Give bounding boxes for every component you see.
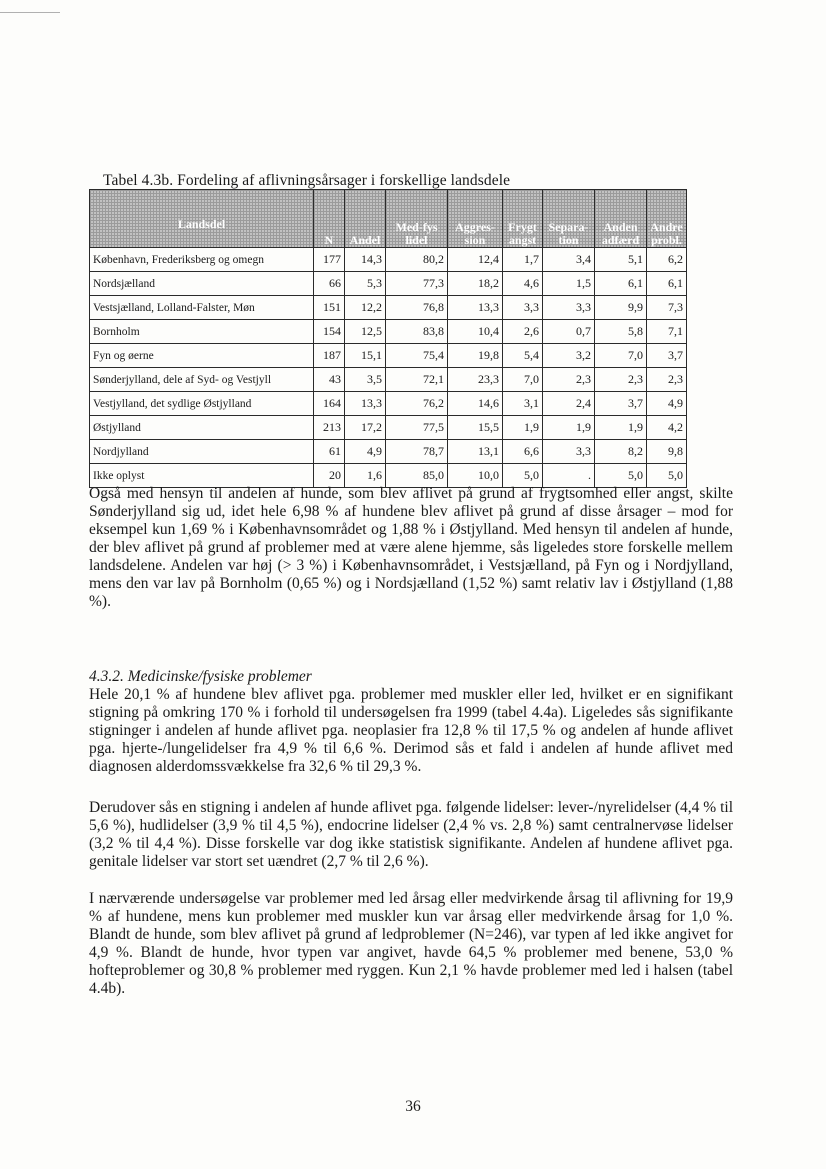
value-cell: 5,3 — [345, 272, 386, 296]
table-header-row — [90, 190, 687, 248]
value-cell: 151 — [314, 296, 345, 320]
value-cell: 5,0 — [503, 464, 543, 488]
value-cell: 2,3 — [647, 368, 687, 392]
region-cell: Vestsjælland, Lolland-Falster, Møn — [90, 296, 314, 320]
value-cell: 4,9 — [647, 392, 687, 416]
header-anden-adfaerd: Anden adfærd — [595, 190, 647, 248]
header-n: N — [314, 190, 345, 248]
value-cell: 213 — [314, 416, 345, 440]
value-cell: 6,2 — [647, 248, 687, 272]
value-cell: 4,6 — [503, 272, 543, 296]
page-number: 36 — [405, 1098, 421, 1115]
value-cell: 1,9 — [503, 416, 543, 440]
value-cell: . — [543, 464, 595, 488]
header-aggression: Aggres- sion — [448, 190, 503, 248]
value-cell: 23,3 — [448, 368, 503, 392]
value-cell: 66 — [314, 272, 345, 296]
value-cell: 18,2 — [448, 272, 503, 296]
value-cell: 0,7 — [543, 320, 595, 344]
value-cell: 15,5 — [448, 416, 503, 440]
value-cell: 1,5 — [543, 272, 595, 296]
value-cell: 5,0 — [595, 464, 647, 488]
landsdele-table — [89, 189, 687, 488]
value-cell: 85,0 — [386, 464, 448, 488]
value-cell: 7,0 — [503, 368, 543, 392]
header-med-fys: Med-fys lidel — [386, 190, 448, 248]
value-cell: 15,1 — [345, 344, 386, 368]
table-row — [90, 464, 687, 488]
value-cell: 154 — [314, 320, 345, 344]
value-cell: 8,2 — [595, 440, 647, 464]
value-cell: 2,4 — [543, 392, 595, 416]
table-row — [90, 416, 687, 440]
value-cell: 78,7 — [386, 440, 448, 464]
value-cell: 1,9 — [595, 416, 647, 440]
table-row — [90, 272, 687, 296]
value-cell: 72,1 — [386, 368, 448, 392]
header-landsdel: Landsdel — [90, 190, 314, 248]
value-cell: 3,7 — [647, 344, 687, 368]
value-cell: 5,1 — [595, 248, 647, 272]
region-cell: Sønderjylland, dele af Syd- og Vestjyll — [90, 368, 314, 392]
value-cell: 9,9 — [595, 296, 647, 320]
paragraph-ledproblemer: I nærværende undersøgelse var problemer med led årsag eller medvirkende årsag til aflivning for 19,9 % af hundene, mens kun problemer med muskler kun var årsag eller medvirkende årsag for 1,0 %. Blandt de hunde, som blev aflivet på grund af ledproblemer (N=246), var typen af led ikke angivet for 4,9 %. Blandt de hunde, hvor typen var angivet, havde 64,5 % problemer med benene, 53,0 % hofteproblemer og 30,8 % problemer med ryggen. Kun 2,1 % havde problemer med led i halsen (tabel 4.4b). — [89, 890, 733, 997]
value-cell: 10,4 — [448, 320, 503, 344]
value-cell: 7,0 — [595, 344, 647, 368]
header-andre-probl: Andre probl. — [647, 190, 687, 248]
value-cell: 20 — [314, 464, 345, 488]
header-separation: Separa- tion — [543, 190, 595, 248]
value-cell: 12,5 — [345, 320, 386, 344]
value-cell: 1,9 — [543, 416, 595, 440]
value-cell: 3,7 — [595, 392, 647, 416]
value-cell: 3,5 — [345, 368, 386, 392]
value-cell: 12,2 — [345, 296, 386, 320]
value-cell: 14,3 — [345, 248, 386, 272]
value-cell: 5,4 — [503, 344, 543, 368]
value-cell: 187 — [314, 344, 345, 368]
value-cell: 177 — [314, 248, 345, 272]
region-cell: Nordsjælland — [90, 272, 314, 296]
value-cell: 4,9 — [345, 440, 386, 464]
value-cell: 3,4 — [543, 248, 595, 272]
value-cell: 77,3 — [386, 272, 448, 296]
value-cell: 19,8 — [448, 344, 503, 368]
table-row — [90, 344, 687, 368]
value-cell: 6,1 — [647, 272, 687, 296]
value-cell: 1,7 — [503, 248, 543, 272]
value-cell: 61 — [314, 440, 345, 464]
value-cell: 13,1 — [448, 440, 503, 464]
paragraph-muskler-led: Hele 20,1 % af hundene blev aflivet pga. problemer med muskler eller led, hvilket er en signifikant stigning på omkring 170 % i forhold til undersøgelsen fra 1999 (tabel 4.4a). Ligeledes sås signifikante stigninger i andelen af hunde aflivet pga. neoplasier fra 12,8 % til 17,5 % og andelen af hunde aflivet pga. hjerte-/lungelidelser fra 4,9 % til 6,6 %. Derimod sås et fald i andelen af hunde aflivet med diagnosen alderdomssvækkelse fra 32,6 % til 29,3 %. — [89, 686, 733, 775]
value-cell: 12,4 — [448, 248, 503, 272]
value-cell: 164 — [314, 392, 345, 416]
value-cell: 4,2 — [647, 416, 687, 440]
header-frygt: Frygt angst — [503, 190, 543, 248]
table-body — [90, 248, 687, 488]
value-cell: 76,8 — [386, 296, 448, 320]
value-cell: 83,8 — [386, 320, 448, 344]
region-cell: Bornholm — [90, 320, 314, 344]
region-cell: Nordjylland — [90, 440, 314, 464]
table-caption: Tabel 4.3b. Fordeling af aflivningsårsager i forskellige landsdele — [103, 172, 511, 189]
paragraph-frygt: Også med hensyn til andelen af hunde, som blev aflivet på grund af frygtsomhed eller angst, skilte Sønderjylland sig ud, idet hele 6,98 % af hundene blev aflivet på grund af disse årsager – mod for eksempel kun 1,69 % i Københavnsområdet og 1,88 % i Østjylland. Med hensyn til andelen af hunde, der blev aflivet på grund af problemer med at være alene hjemme, sås ligeledes store forskelle mellem landsdelene. Andelen var høj (> 3 %) i Københavnsområdet, i Vestsjælland, på Fyn og i Nordjylland, mens den var lav på Bornholm (0,65 %) og i Nordsjælland (1,52 %) samt relativ lav i Østjylland (1,88 %). — [89, 485, 733, 610]
value-cell: 13,3 — [345, 392, 386, 416]
value-cell: 6,1 — [595, 272, 647, 296]
region-cell: Østjylland — [90, 416, 314, 440]
value-cell: 75,4 — [386, 344, 448, 368]
region-cell: Fyn og øerne — [90, 344, 314, 368]
region-cell: Vestjylland, det sydlige Østjylland — [90, 392, 314, 416]
value-cell: 5,0 — [647, 464, 687, 488]
value-cell: 3,3 — [543, 440, 595, 464]
value-cell: 7,1 — [647, 320, 687, 344]
value-cell: 10,0 — [448, 464, 503, 488]
value-cell: 77,5 — [386, 416, 448, 440]
table-row — [90, 392, 687, 416]
value-cell: 43 — [314, 368, 345, 392]
value-cell: 3,3 — [503, 296, 543, 320]
table-row — [90, 248, 687, 272]
value-cell: 80,2 — [386, 248, 448, 272]
paragraph-lidelser: Derudover sås en stigning i andelen af hunde aflivet pga. følgende lidelser: lever-/nyrelidelser (4,4 % til 5,6 %), hudlidelser (3,9 % til 4,5 %), endocrine lidelser (2,4 % vs. 2,8 %) samt centralnervøse lidelser (3,2 % til 4,4 %). Disse forskelle var dog ikke statistisk signifikante. Andelen af hundene aflivet pga. genitale lidelser var stort set uændret (2,7 % til 2,6 %). — [89, 799, 734, 870]
region-cell: København, Frederiksberg og omegn — [90, 248, 314, 272]
table-row — [90, 440, 687, 464]
value-cell: 13,3 — [448, 296, 503, 320]
value-cell: 2,3 — [543, 368, 595, 392]
region-cell: Ikke oplyst — [90, 464, 314, 488]
value-cell: 2,3 — [595, 368, 647, 392]
section-heading: 4.3.2. Medicinske/fysiske problemer — [89, 668, 312, 685]
table-row — [90, 296, 687, 320]
value-cell: 14,6 — [448, 392, 503, 416]
value-cell: 3,1 — [503, 392, 543, 416]
page-top-rule — [0, 12, 60, 13]
value-cell: 3,3 — [543, 296, 595, 320]
value-cell: 3,2 — [543, 344, 595, 368]
value-cell: 17,2 — [345, 416, 386, 440]
value-cell: 76,2 — [386, 392, 448, 416]
table-row — [90, 368, 687, 392]
value-cell: 6,6 — [503, 440, 543, 464]
value-cell: 5,8 — [595, 320, 647, 344]
value-cell: 7,3 — [647, 296, 687, 320]
header-andel: Andel — [345, 190, 386, 248]
value-cell: 9,8 — [647, 440, 687, 464]
table-row — [90, 320, 687, 344]
value-cell: 2,6 — [503, 320, 543, 344]
value-cell: 1,6 — [345, 464, 386, 488]
